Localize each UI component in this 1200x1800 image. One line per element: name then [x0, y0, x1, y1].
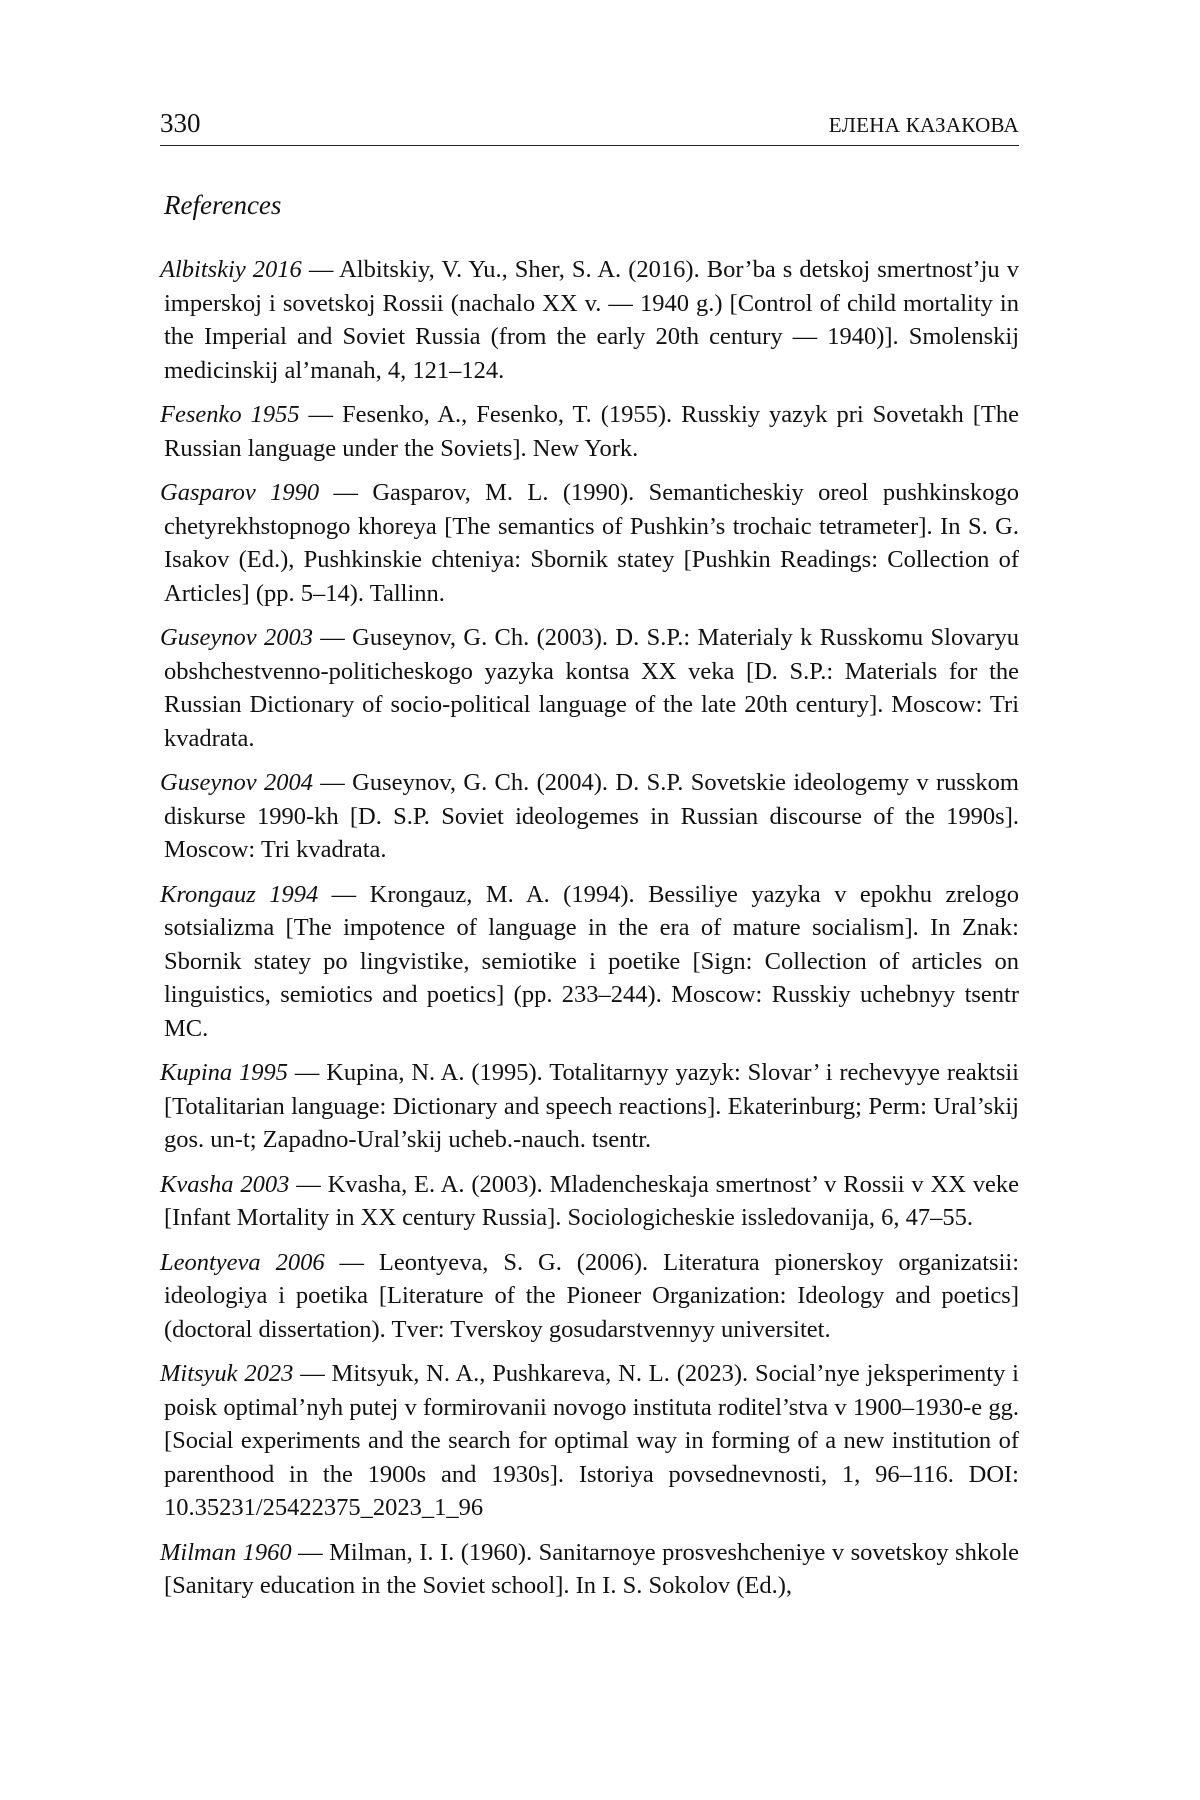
- reference-list: [160, 253, 1019, 1603]
- reference-entry: [160, 1168, 1019, 1235]
- reference-key: Albitskiy 2016: [160, 256, 302, 283]
- reference-entry: [160, 621, 1019, 755]
- reference-key: Guseynov 2003: [160, 624, 313, 651]
- reference-entry: [160, 766, 1019, 867]
- reference-text: — Mitsyuk, N. A., Pushkareva, N. L. (2023). Social’nye jeksperimenty i poisk optimal’nyh putej v formirovanii novogo instituta roditel’stva v 1900–1930-e gg. [Social experiments and the search for optimal way in forming of a new institution of parenthood in the 1900s and 1930s]. Istoriya povsednevnosti, 1, 96–116. DOI: 10.35231/25422375_2023_1_96: [164, 1360, 1019, 1521]
- reference-entry: [160, 1357, 1019, 1525]
- page-number: 330: [160, 108, 201, 138]
- reference-text: — Guseynov, G. Ch. (2003). D. S.P.: Materialy k Russkomu Slovaryu obshchestvenno-politicheskogo yazyka kontsa XX veka [D. S.P.: Materials for the Russian Dictionary of socio-political language of the late 20th century]. Moscow: Tri kvadrata.: [164, 624, 1019, 752]
- reference-key: Guseynov 2004: [160, 769, 313, 796]
- reference-key: Kupina 1995: [160, 1059, 289, 1086]
- section-title: References: [164, 190, 282, 220]
- reference-entry: [160, 398, 1019, 465]
- reference-entry: [160, 878, 1019, 1046]
- reference-text: — Krongauz, M. A. (1994). Bessiliye yazyka v epokhu zrelogo sotsializma [The impotence of language in the era of mature socialism]. In Znak: Sbornik statey po lingvistike, semiotike i poetike [Sign: Collection of articles on linguistics, semiotics and poetics] (pp. 233–244). Moscow: Russkiy uchebnyy tsentr MC.: [164, 880, 1019, 1042]
- reference-entry: [160, 253, 1019, 387]
- reference-text: — Fesenko, A., Fesenko, T. (1955). Russkiy yazyk pri Sovetakh [The Russian language under the Soviets]. New York.: [164, 401, 1020, 462]
- reference-key: Krongauz 1994: [160, 880, 319, 908]
- reference-entry: [160, 1536, 1019, 1603]
- reference-entry: [160, 1056, 1019, 1157]
- reference-text: — Milman, I. I. (1960). Sanitarnoye prosveshcheniye v sovetskoy shkole [Sanitary education in the Soviet school]. In I. S. Sokolov (Ed.),: [164, 1538, 1020, 1599]
- reference-text: — Kupina, N. A. (1995). Totalitarnyy yazyk: Slovar’ i rechevyye reaktsii [Totalitarian language: Dictionary and speech reactions]. Ekaterinburg; Perm: Ural’skij gos. un-t; Zapadno-Ural’skij ucheb.-nauch. tsentr.: [164, 1059, 1019, 1153]
- reference-key: Mitsyuk 2023: [160, 1360, 294, 1387]
- reference-key: Leontyeva 2006: [160, 1248, 325, 1276]
- reference-key: Kvasha 2003: [160, 1170, 290, 1198]
- reference-key: Gasparov 1990: [160, 479, 320, 506]
- running-head: [160, 108, 1019, 146]
- reference-text: — Leontyeva, S. G. (2006). Literatura pionerskoy organizatsii: ideologiya i poetika [Literature of the Pioneer Organization: Ideology and poetics] (doctoral dissertation). Tver: Tverskoy gosudarstvennyy universitet.: [164, 1248, 1019, 1343]
- reference-text: — Gasparov, M. L. (1990). Semanticheskiy oreol pushkinskogo chetyrekhstopnogo khoreya [The semantics of Pushkin’s trochaic tetrameter]. In S. G. Isakov (Ed.), Pushkinskie chteniya: Sbornik statey [Pushkin Readings: Collection of Articles] (pp. 5–14). Tallinn.: [164, 479, 1019, 607]
- reference-key: Fesenko 1955: [160, 401, 300, 428]
- reference-key: Milman 1960: [160, 1538, 292, 1566]
- reference-text: — Albitskiy, V. Yu., Sher, S. A. (2016). Bor’ba s detskoj smertnost’ju v imperskoj i sovetskoj Rossii (nachalo XX v. — 1940 g.) [Control of child mortality in the Imperial and Soviet Russia (from the early 20th century — 1940)]. Smolenskij medicinskij al’manah, 4, 121–124.: [164, 256, 1019, 384]
- reference-entry: [160, 1246, 1019, 1347]
- page: [160, 108, 1019, 1614]
- reference-text: — Guseynov, G. Ch. (2004). D. S.P. Sovetskie ideologemy v russkom diskurse 1990-kh [D. S.P. Soviet ideologemes in Russian discourse of the 1990s]. Moscow: Tri kvadrata.: [164, 769, 1019, 863]
- reference-entry: [160, 476, 1019, 610]
- running-head-author: ЕЛЕНА КАЗАКОВА: [828, 113, 1019, 137]
- reference-text: — Kvasha, E. A. (2003). Mladencheskaja smertnost’ v Rossii v XX veke [Infant Mortality in XX century Russia]. Sociologicheskie issledovanija, 6, 47–55.: [164, 1170, 1020, 1231]
